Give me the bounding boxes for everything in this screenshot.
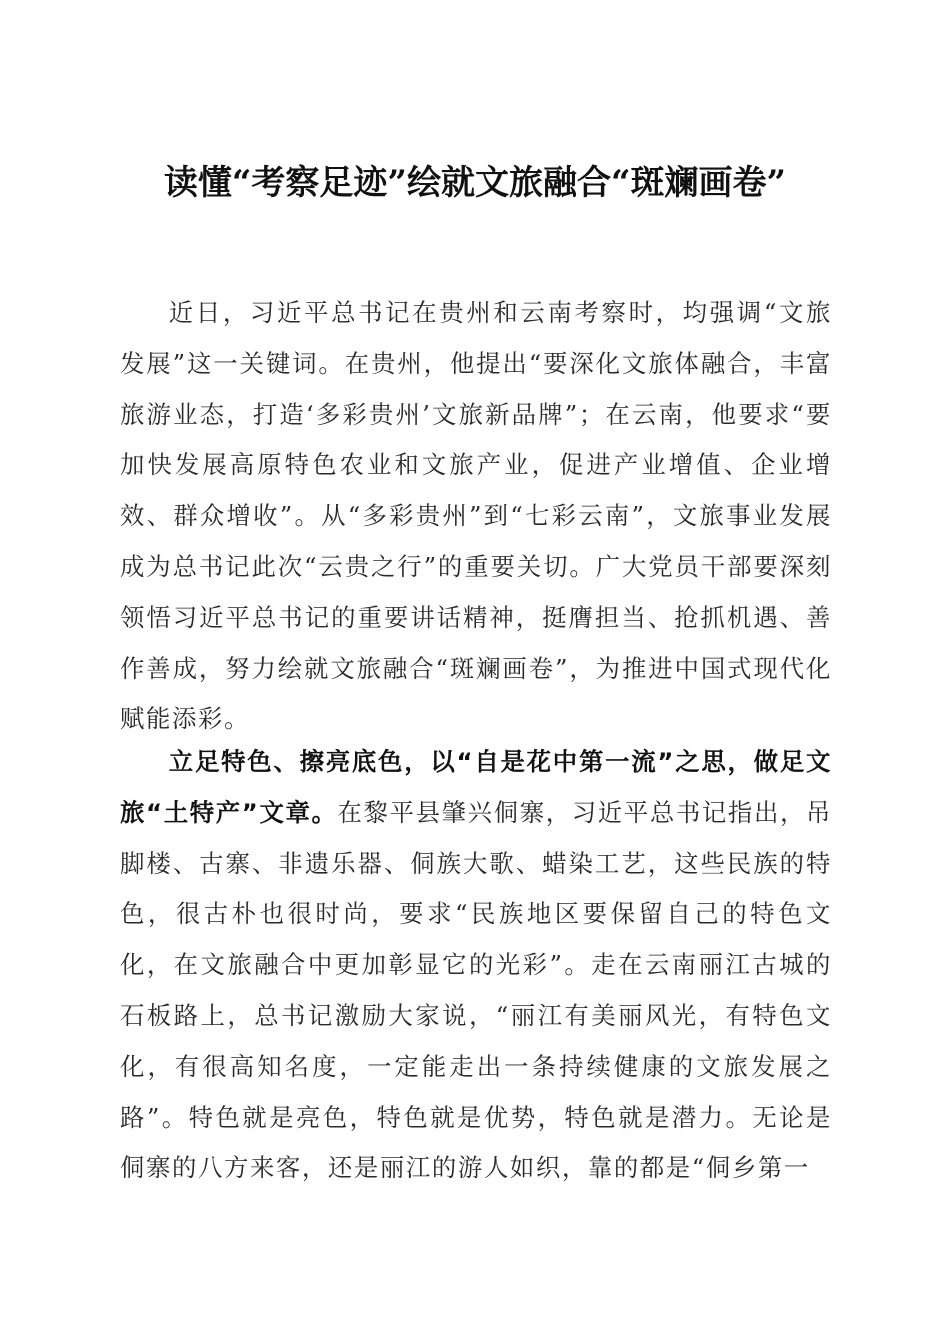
paragraph-2-lead: 立足特色、擦亮底色，以“自是花中第一流”之思，做足文旅“土特产”文章。 <box>120 747 832 827</box>
paragraph-1-text: 近日，习近平总书记在贵州和云南考察时，均强调“文旅发展”这一关键词。在贵州，他提出“要深化文旅体融合，丰富旅游业态，打造‘多彩贵州’文旅新品牌”；在云南，他要求“要加快发展高原特色农业和文旅产业，促进产业增值、企业增效、群众增收”。从“多彩贵州”到“七彩云南”，文旅事业发展成为总书记此次“云贵之行”的重要关切。广大党员干部要深刻领悟习近平总书记的重要讲话精神，挺膺担当、抢抓机遇、善作善成，努力绘就文旅融合“斑斓画卷”，为推进中国式现代化赋能添彩。 <box>120 298 832 734</box>
document-title: 读懂“考察足迹”绘就文旅融合“斑斓画卷” <box>163 163 787 203</box>
paragraph-1 <box>120 288 832 745</box>
paragraph-2 <box>120 737 832 1194</box>
paragraph-2-text: 在黎平县肇兴侗寨，习近平总书记指出，吊脚楼、古寨、非遗乐器、侗族大歌、蜡染工艺，这些民族的特色，很古朴也很时尚，要求“民族地区要保留自己的特色文化，在文旅融合中更加彰显它的光彩”。走在云南丽江古城的石板路上，总书记激励大家说，“丽江有美丽风光，有特色文化，有很高知名度，一定能走出一条持续健康的文旅发展之路”。特色就是亮色，特色就是优势，特色就是潜力。无论是侗寨的八方来客，还是丽江的游人如织，靠的都是“侗乡第一 <box>120 797 833 1183</box>
